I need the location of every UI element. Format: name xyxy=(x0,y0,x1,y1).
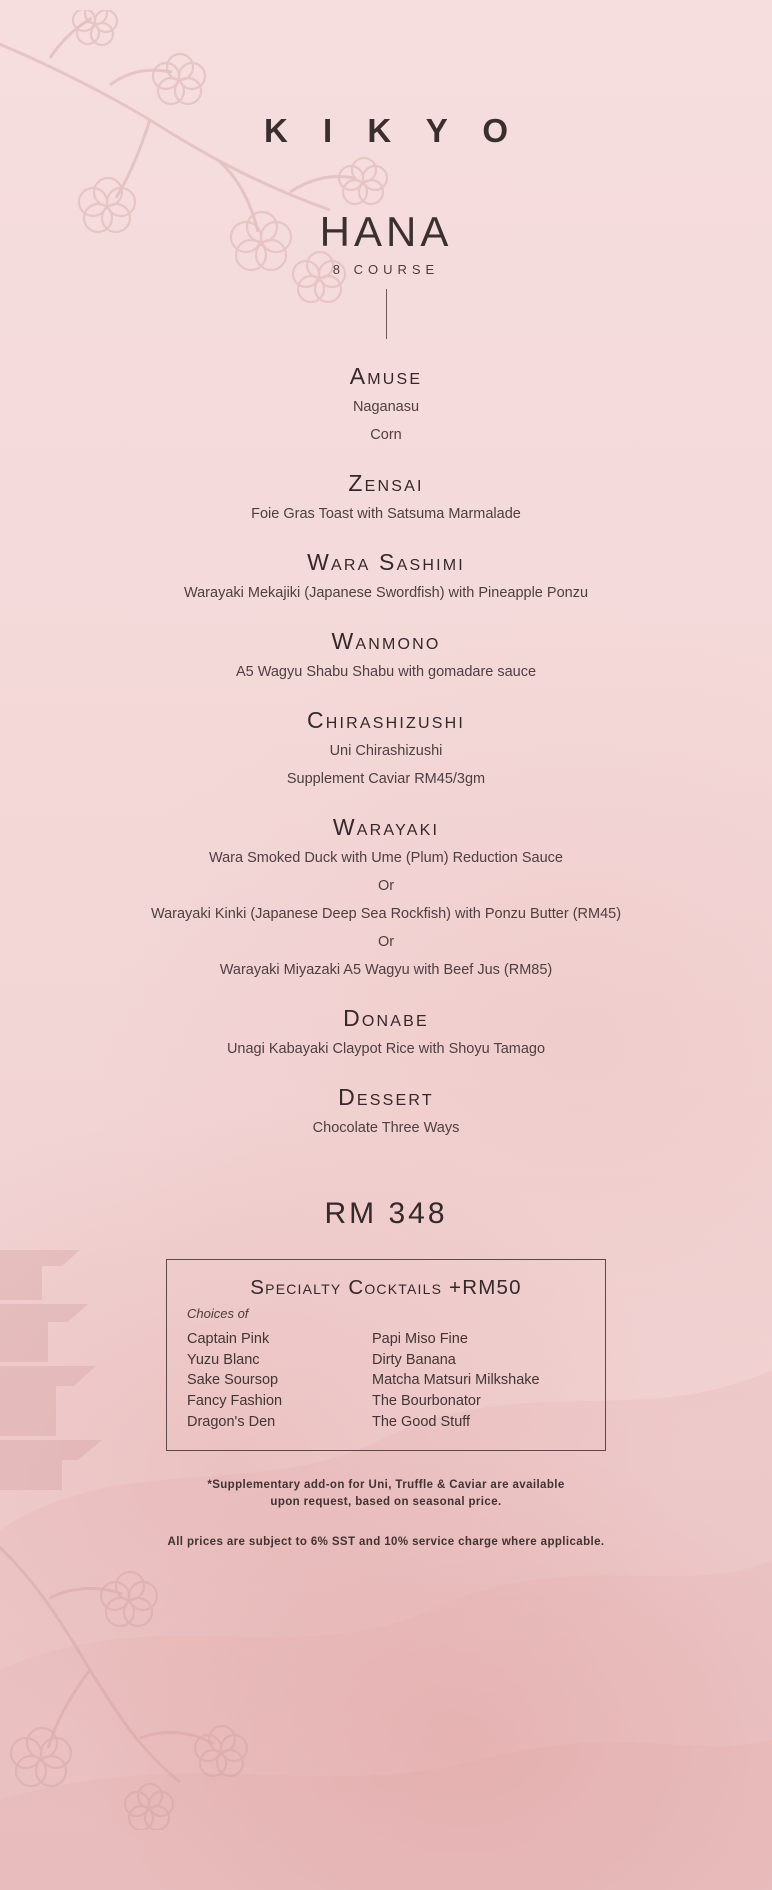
menu-price: RM 348 xyxy=(324,1197,448,1231)
course-description-line: Naganasu xyxy=(352,399,420,415)
cocktails-columns xyxy=(183,1329,589,1432)
course-count-label: 8 COURSE xyxy=(332,262,440,277)
cocktail-item: Dragon's Den xyxy=(187,1413,276,1430)
course-item xyxy=(0,1005,772,1060)
course-name: Wanmono xyxy=(331,628,441,655)
cocktail-item: Dirty Banana xyxy=(372,1351,456,1368)
course-item xyxy=(0,363,772,446)
cocktail-item: Sake Soursop xyxy=(187,1372,279,1389)
course-description-line: A5 Wagyu Shabu Shabu with gomadare sauce xyxy=(235,664,537,681)
course-description-line: Chocolate Three Ways xyxy=(312,1120,460,1137)
cocktail-item: The Bourbonator xyxy=(372,1392,481,1409)
course-description-line: Corn xyxy=(370,427,402,444)
cocktail-item: Yuzu Blanc xyxy=(187,1351,260,1368)
menu-name-title: HANA xyxy=(319,208,453,255)
course-item xyxy=(0,1084,772,1139)
course-name: Chirashizushi xyxy=(306,707,466,734)
cocktails-left-column xyxy=(187,1329,372,1432)
course-description-line: Or xyxy=(377,878,395,895)
course-name: Dessert xyxy=(338,1084,434,1111)
course-description-line: Wara Smoked Duck with Ume (Plum) Reduction Sauce xyxy=(208,850,564,867)
cocktail-item: Papi Miso Fine xyxy=(372,1331,468,1348)
restaurant-brand-title: K I K Y O xyxy=(264,112,521,149)
course-description-line: Warayaki Miyazaki A5 Wagyu with Beef Jus (RM85) xyxy=(219,962,553,979)
course-name: Amuse xyxy=(349,363,423,389)
course-name: Warayaki xyxy=(332,814,440,841)
course-list xyxy=(0,363,772,1139)
course-description-line: Warayaki Mekajiki (Japanese Swordfish) with Pineapple Ponzu xyxy=(183,585,589,602)
course-description-line: Or xyxy=(377,934,395,951)
course-item xyxy=(0,470,772,525)
cocktails-subtitle: Choices of xyxy=(187,1306,249,1322)
course-name: Wara Sashimi xyxy=(307,549,465,576)
course-item xyxy=(0,707,772,790)
course-description-line: Warayaki Kinki (Japanese Deep Sea Rockfish) with Ponzu Butter (RM45) xyxy=(150,906,622,923)
course-description-line: Unagi Kabayaki Claypot Rice with Shoyu Tamago xyxy=(226,1041,546,1058)
course-item xyxy=(0,628,772,683)
cocktail-item: Fancy Fashion xyxy=(187,1392,283,1409)
footnote-text: All prices are subject to 6% SST and 10% service charge where applicable. xyxy=(167,1535,605,1548)
course-name: Donabe xyxy=(343,1005,429,1032)
cocktail-item: The Good Stuff xyxy=(372,1413,471,1430)
course-description-line: Uni Chirashizushi xyxy=(329,743,443,760)
cocktails-right-column xyxy=(372,1329,589,1432)
specialty-cocktails-box xyxy=(166,1259,606,1451)
course-item xyxy=(0,549,772,604)
footnote-text: *Supplementary add-on for Uni, Truffle & Caviar are available upon request, based on seasonal price. xyxy=(207,1479,565,1509)
course-name: Zensai xyxy=(348,470,424,497)
cocktail-item: Matcha Matsuri Milkshake xyxy=(372,1372,540,1389)
divider xyxy=(386,289,387,339)
course-description-line: Supplement Caviar RM45/3gm xyxy=(286,771,486,788)
cocktail-item: Captain Pink xyxy=(187,1331,270,1348)
menu-content xyxy=(0,112,772,1551)
footnotes xyxy=(0,1477,772,1551)
course-item xyxy=(0,814,772,981)
course-description-line: Foie Gras Toast with Satsuma Marmalade xyxy=(251,506,521,523)
cocktails-title: Specialty Cocktails +RM50 xyxy=(250,1276,522,1300)
